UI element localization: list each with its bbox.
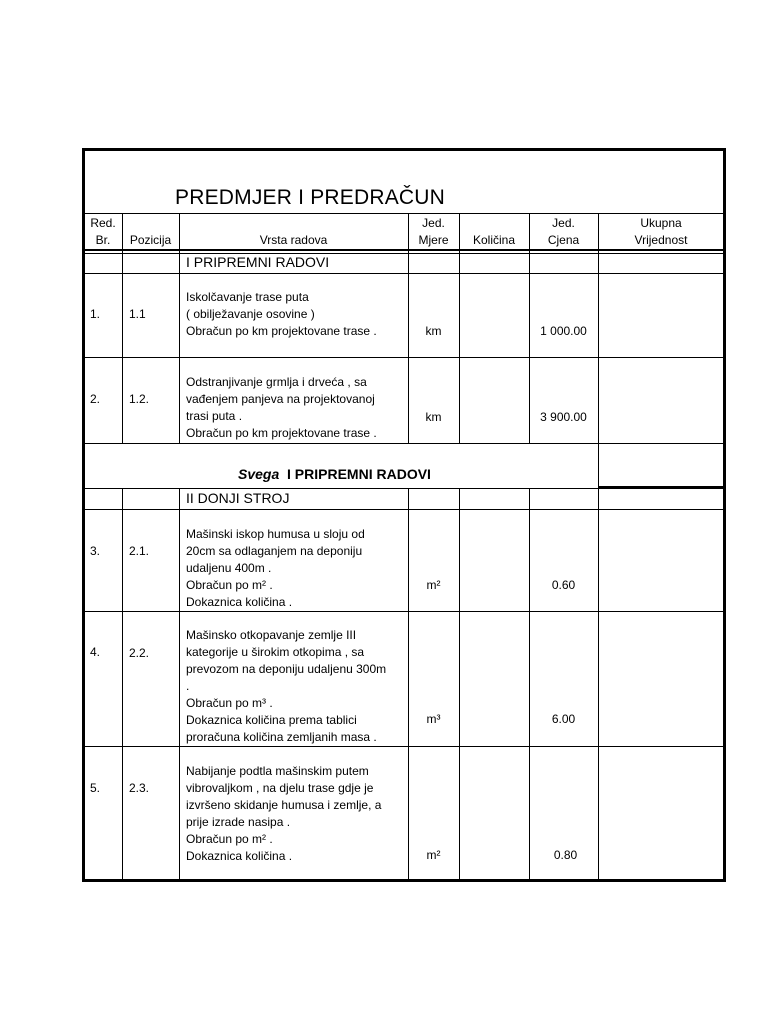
divider <box>84 443 724 444</box>
row-description: Odstranjivanje grmlja i drveća , sa vađenjem panjeva na projektovanoj trasi puta . Obračun po km projektovane trase . <box>186 375 377 440</box>
row-unit: m³ <box>426 712 441 726</box>
row-description: Nabijanje podtla mašinskim putem vibrovaljkom , na djelu trase gdje je izvršeno skidanje humusa i zemlje, a prije izrade nasipa . Obračun po m² . Dokaznica količina . <box>186 764 382 863</box>
col-divider <box>529 488 530 879</box>
header-ukupna: Ukupna Vrijednost <box>634 216 688 247</box>
header-jed-mjere: Jed. Mjere <box>418 216 449 247</box>
col-divider <box>459 488 460 879</box>
col-divider <box>408 488 409 879</box>
row-position: 2.3. <box>129 781 150 795</box>
section-title: II DONJI STROJ <box>186 490 290 506</box>
row-unit: km <box>425 410 442 424</box>
row-unit: m² <box>426 578 441 592</box>
row-position: 2.1. <box>129 544 150 558</box>
row-description: Iskolčavanje trase puta ( obilježavanje osovine ) Obračun po km projektovane trase . <box>186 290 377 338</box>
row-price: 6.00 <box>551 712 576 726</box>
header-pozicija: Pozicija <box>129 233 172 247</box>
divider <box>84 253 724 254</box>
row-position: 1.2. <box>129 392 150 406</box>
col-divider <box>122 488 123 879</box>
row-price: 0.60 <box>551 578 576 592</box>
row-number: 3. <box>90 544 101 558</box>
row-position: 2.2. <box>129 646 150 660</box>
divider <box>84 249 724 251</box>
header-kolicina: Količina <box>472 233 516 247</box>
page-title: PREDMJER I PREDRAČUN <box>175 186 446 209</box>
row-unit: m² <box>426 848 441 862</box>
row-price: 0.80 <box>553 848 578 862</box>
header-jed-cijena: Jed. Cjena <box>547 216 580 247</box>
row-number: 5. <box>90 781 101 795</box>
divider <box>84 488 724 489</box>
divider <box>84 357 724 358</box>
row-number: 2. <box>90 392 101 406</box>
row-description: Mašinsko otkopavanje zemlje III kategorije u širokim otkopima , sa prevozom na deponiju udaljenu 300m . Obračun po m³ . Dokaznica količina prema tablici proračuna količina zemljanih masa . <box>186 628 387 744</box>
header-red: Red. Br. <box>90 216 116 247</box>
divider <box>84 213 724 214</box>
row-price: 1 000.00 <box>540 324 587 338</box>
col-divider <box>598 213 599 879</box>
row-price: 3 900.00 <box>540 410 587 424</box>
divider <box>84 746 724 747</box>
row-position: 1.1 <box>129 307 146 321</box>
col-divider <box>179 488 180 879</box>
section-title: I PRIPREMNI RADOVI <box>186 254 330 270</box>
header-vrsta: Vrsta radova <box>259 233 328 247</box>
row-number: 4. <box>90 645 101 659</box>
divider <box>84 273 724 274</box>
row-unit: km <box>425 324 442 338</box>
row-number: 1. <box>90 307 101 321</box>
section-total-label: Svega I PRIPREMNI RADOVI <box>238 466 431 482</box>
divider <box>84 611 724 612</box>
divider <box>84 509 724 510</box>
row-description: Mašinski iskop humusa u sloju od 20cm sa odlaganjem na deponiju udaljenu 400m . Obračun po m² . Dokaznica količina . <box>186 527 365 609</box>
